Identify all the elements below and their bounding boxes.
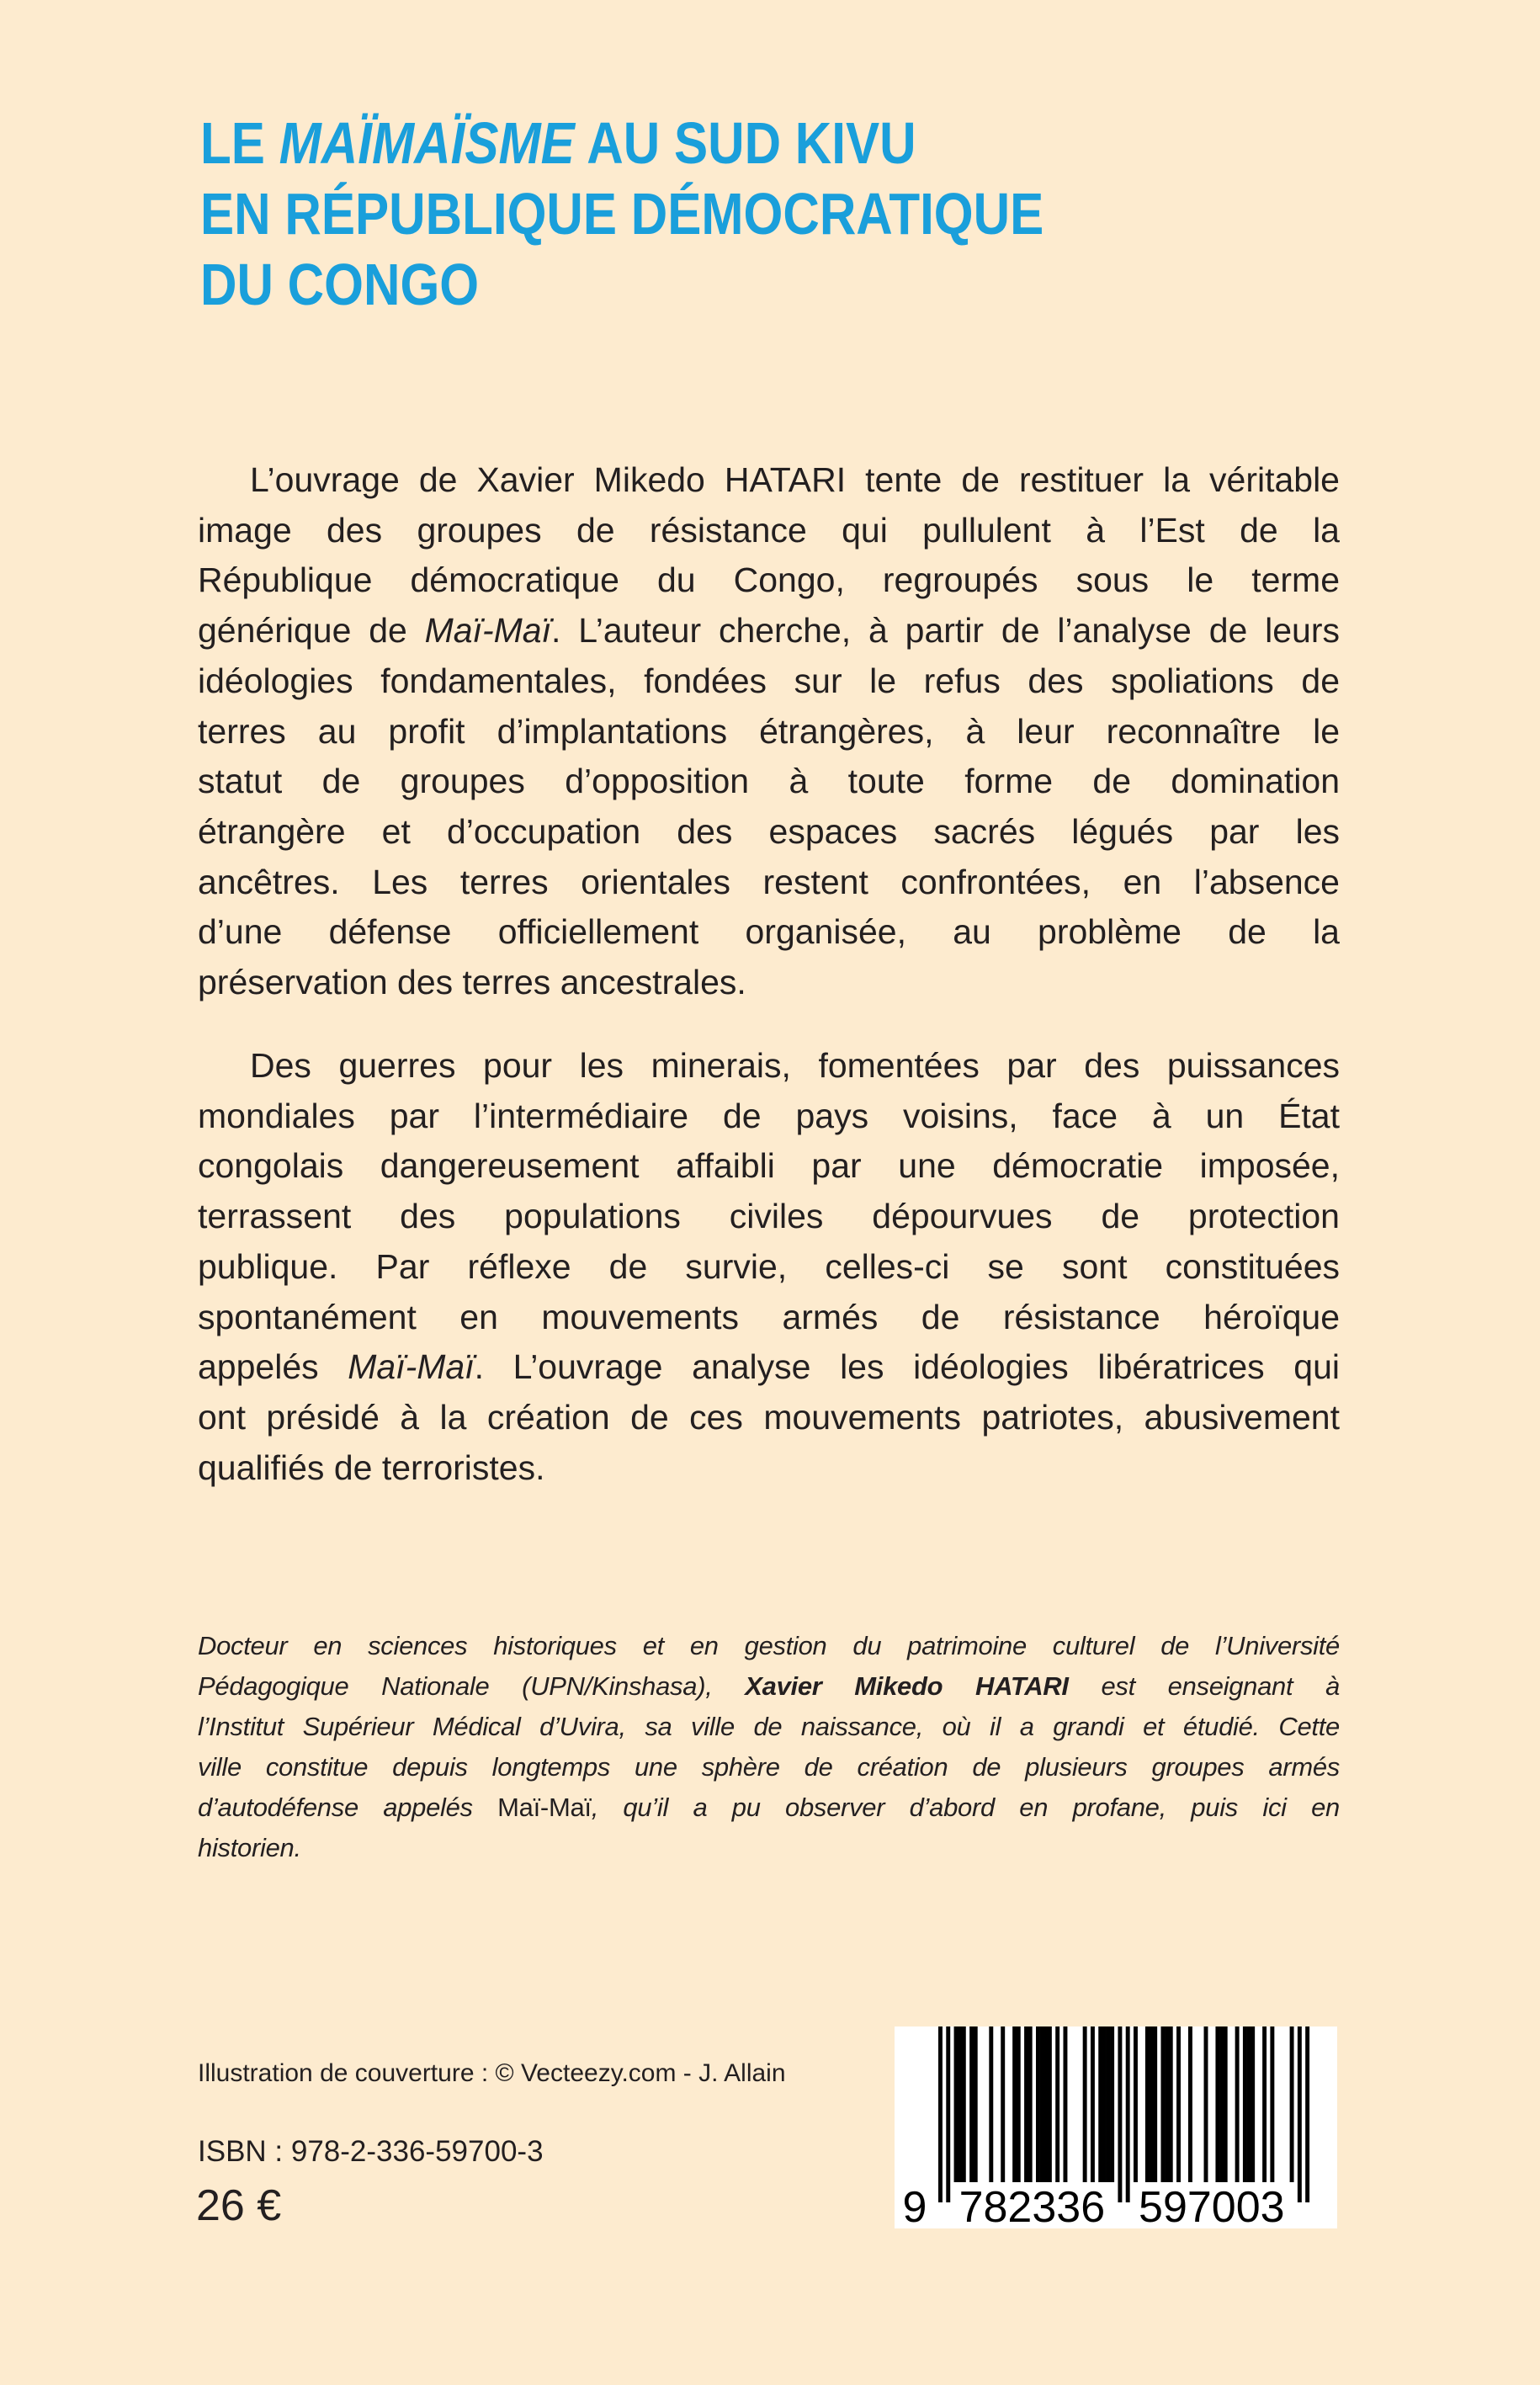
price-label: 26 € bbox=[196, 2181, 282, 2230]
text-run: . L’ouvrage analyse les idéologies libératrices qui bbox=[474, 1347, 1340, 1387]
text-run: image des groupes de résistance qui pullulent à l’Est de la bbox=[198, 510, 1340, 550]
text-line bbox=[198, 958, 1340, 1008]
text-line bbox=[198, 1092, 1340, 1142]
text-run: . L’auteur cherche, à partir de l’analyse de leurs bbox=[551, 611, 1340, 651]
italic-term: Maï-Maï bbox=[424, 611, 551, 651]
title-line bbox=[200, 108, 1043, 178]
synopsis-paragraph-2 bbox=[198, 1041, 1340, 1493]
text-run: générique de bbox=[198, 611, 425, 651]
text-line bbox=[198, 506, 1340, 556]
text-line bbox=[198, 606, 1340, 656]
title-line bbox=[200, 178, 1043, 249]
text-run: L’ouvrage de Xavier Mikedo HATARI tente de restituer la véritable bbox=[250, 460, 1340, 499]
title-line bbox=[200, 249, 1043, 320]
text-line bbox=[198, 1293, 1340, 1343]
text-run: d’une défense officiellement organisée, au problème de la bbox=[198, 912, 1340, 952]
text-run: République démocratique du Congo, regroupés sous le terme bbox=[198, 560, 1340, 600]
text-line bbox=[198, 1192, 1340, 1242]
text-run: terrassent des populations civiles dépourvues de protection bbox=[198, 1197, 1340, 1236]
text-line bbox=[198, 455, 1340, 506]
barcode-digits: 9 bbox=[902, 2183, 927, 2228]
isbn-barcode bbox=[895, 2026, 1337, 2228]
barcode-icon bbox=[895, 2026, 1337, 2228]
text-run: terres au profit d’implantations étrangères, à leur reconnaître le bbox=[198, 711, 1340, 751]
text-line bbox=[198, 1242, 1340, 1293]
text-run: , qu’il a pu observer d’abord en profane, puis ici en bbox=[591, 1793, 1340, 1822]
text-run: EN RÉPUBLIQUE DÉMOCRATIQUE bbox=[200, 181, 1044, 247]
text-run: ont présidé à la création de ces mouvements patriotes, abusivement bbox=[198, 1397, 1340, 1437]
text-line bbox=[198, 1141, 1340, 1192]
text-run: statut de groupes d’opposition à toute forme de domination bbox=[198, 762, 1340, 801]
text-run: DU CONGO bbox=[200, 252, 480, 317]
text-run: appelés bbox=[198, 1347, 348, 1387]
text-run: étrangère et d’occupation des espaces sacrés légués par les bbox=[198, 811, 1340, 851]
text-run: Des guerres pour les minerais, fomentées par des puissances bbox=[250, 1046, 1340, 1085]
text-run: LE bbox=[200, 110, 279, 176]
italic-term: Maï-Maï bbox=[348, 1347, 475, 1387]
text-line bbox=[198, 1342, 1340, 1393]
text-run: spontanément en mouvements armés de résistance héroïque bbox=[198, 1297, 1340, 1336]
text-run: Pédagogique Nationale (UPN/Kinshasa), bbox=[198, 1671, 746, 1701]
text-line bbox=[198, 555, 1340, 606]
text-run: mondiales par l’intermédiaire de pays voisins, face à un État bbox=[198, 1096, 1340, 1135]
text-run: d’autodéfense appelés bbox=[198, 1793, 498, 1822]
barcode-digits: 782336 bbox=[959, 2183, 1106, 2228]
italic-term: MAÏMAÏSME bbox=[279, 110, 575, 176]
text-line bbox=[198, 1041, 1340, 1092]
text-line bbox=[198, 1393, 1340, 1443]
text-run: ville constitue depuis longtemps une sphère de création de plusieurs groupes armés bbox=[198, 1752, 1340, 1782]
text-run: Docteur en sciences historiques et en gestion du patrimoine culturel de l’Université bbox=[198, 1631, 1340, 1660]
text-line bbox=[198, 656, 1340, 707]
bio-line bbox=[198, 1828, 1340, 1868]
author-bio bbox=[198, 1626, 1340, 1868]
text-run: est enseignant à bbox=[1068, 1671, 1340, 1701]
author-name: Xavier Mikedo HATARI bbox=[745, 1671, 1069, 1701]
text-run: historien. bbox=[198, 1833, 301, 1862]
book-title bbox=[200, 108, 1043, 320]
text-line bbox=[198, 757, 1340, 807]
text-run: AU SUD KIVU bbox=[574, 110, 916, 176]
text-run: Maï-Maï bbox=[497, 1793, 592, 1822]
text-run: l’Institut Supérieur Médical d’Uvira, sa ville de naissance, où il a grandi et étudié. Cette bbox=[198, 1712, 1340, 1741]
synopsis-paragraph-1 bbox=[198, 455, 1340, 1008]
bio-line bbox=[198, 1707, 1340, 1747]
bio-line bbox=[198, 1666, 1340, 1707]
text-line bbox=[198, 1443, 1340, 1494]
text-run: ancêtres. Les terres orientales restent confrontées, en l’absence bbox=[198, 862, 1340, 901]
bio-line bbox=[198, 1626, 1340, 1666]
barcode-digits: 597003 bbox=[1139, 2183, 1285, 2228]
text-run: congolais dangereusement affaibli par une démocratie imposée, bbox=[198, 1146, 1340, 1186]
illustration-credit: Illustration de couverture : © Vecteezy.com - J. Allain bbox=[198, 2059, 786, 2087]
text-run: publique. Par réflexe de survie, celles-ci se sont constituées bbox=[198, 1246, 1340, 1286]
text-run: préservation des terres ancestrales. bbox=[198, 963, 746, 1002]
text-line bbox=[198, 807, 1340, 858]
text-run: idéologies fondamentales, fondées sur le refus des spoliations de bbox=[198, 661, 1340, 700]
text-line bbox=[198, 707, 1340, 757]
text-line bbox=[198, 858, 1340, 908]
text-run: qualifiés de terroristes. bbox=[198, 1447, 545, 1487]
text-line bbox=[198, 907, 1340, 958]
bio-line bbox=[198, 1747, 1340, 1787]
isbn-label: ISBN : 978-2-336-59700-3 bbox=[198, 2135, 544, 2168]
bio-line bbox=[198, 1787, 1340, 1828]
